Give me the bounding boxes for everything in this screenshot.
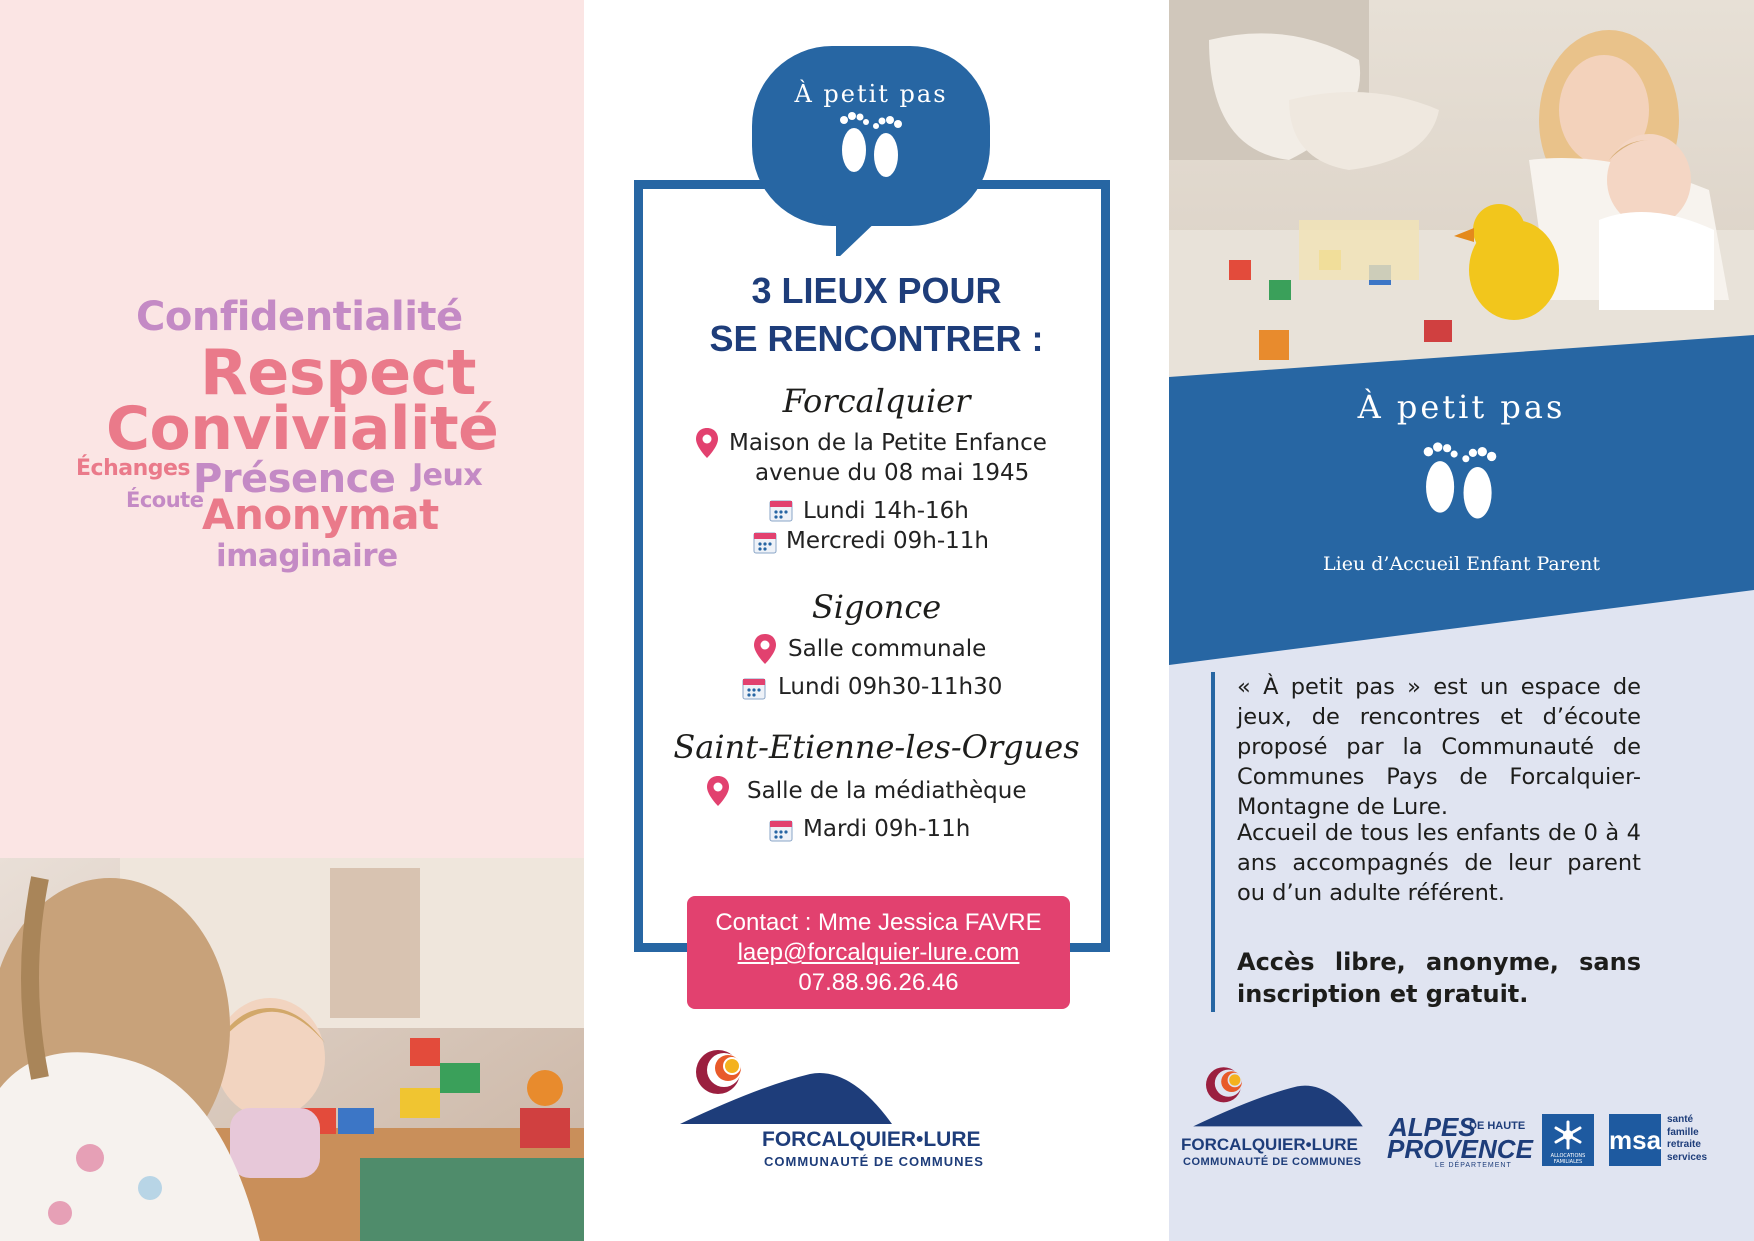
forcalquier-lure-logo <box>1183 1064 1373 1128</box>
contact-name: Contact : Mme Jessica FAVRE <box>715 909 1042 936</box>
contact-email-link[interactable]: laep@forcalquier-lure.com <box>737 939 1020 966</box>
msa-mark: msa <box>1609 1114 1661 1166</box>
contact-phone[interactable]: 07.88.96.26.46 <box>798 969 959 996</box>
alpes-line-1: ALPES <box>1389 1112 1476 1142</box>
calendar-icon <box>753 530 777 554</box>
fl-logo-subtitle: COMMUNAUTÉ DE COMMUNES <box>1183 1156 1362 1168</box>
heading-line-1: 3 LIEUX POUR <box>751 270 1002 311</box>
footprints-icon <box>834 110 908 180</box>
speech-bubble <box>752 46 990 256</box>
schedule-forcalquier-1: Lundi 14h-16h <box>803 498 969 524</box>
town-saint-etienne: Saint-Etienne-les-Orgues <box>673 728 1080 766</box>
map-pin-icon <box>707 776 729 806</box>
contact-box <box>687 896 1070 1009</box>
word-ecoute: Écoute <box>126 488 204 512</box>
logo-subtitle: COMMUNAUTÉ DE COMMUNES <box>764 1154 984 1169</box>
word-respect: Respect <box>200 336 477 409</box>
description-accent-bar <box>1211 672 1215 1012</box>
forcalquier-lure-logo <box>680 1046 892 1126</box>
address-forcalquier: avenue du 08 mai 1945 <box>755 460 1030 486</box>
schedule-saint-etienne: Mardi 09h-11h <box>803 816 971 842</box>
caf-logo <box>1542 1114 1594 1166</box>
snowflake-icon <box>1542 1116 1594 1154</box>
logo-name: FORCALQUIER•LURE <box>762 1128 981 1151</box>
word-imaginaire: imaginaire <box>216 538 398 574</box>
calendar-icon <box>742 676 766 700</box>
description-paragraph-2: Accueil de tous les enfants de 0 à 4 ans accompagnés de leur parent ou d’un adulte référent. <box>1237 820 1641 906</box>
calendar-icon <box>769 818 793 842</box>
left-panel <box>0 0 584 1241</box>
msa-tag-2: famille <box>1667 1126 1699 1138</box>
word-convivialite: Convivialité <box>106 394 499 464</box>
footprints-icon <box>1414 440 1506 522</box>
fl-logo-name: FORCALQUIER•LURE <box>1181 1135 1358 1154</box>
band-title: À petit pas <box>1357 388 1566 426</box>
msa-logo <box>1609 1114 1729 1166</box>
msa-tag-4: services <box>1667 1151 1708 1163</box>
town-sigonce: Sigonce <box>811 588 942 626</box>
heading-line-2: SE RENCONTRER : <box>709 318 1044 359</box>
town-forcalquier: Forcalquier <box>782 382 971 420</box>
caf-label: ALLOCATIONS FAMILIALES <box>1550 1153 1586 1165</box>
schedule-sigonce: Lundi 09h30-11h30 <box>778 674 1003 700</box>
place-sigonce: Salle communale <box>788 636 987 662</box>
right-panel <box>1169 0 1754 1241</box>
place-saint-etienne: Salle de la médiathèque <box>747 778 1027 804</box>
word-jeux: Jeux <box>412 458 483 493</box>
place-forcalquier: Maison de la Petite Enfance <box>729 430 1047 456</box>
alpes-departement: LE DÉPARTEMENT <box>1435 1162 1512 1169</box>
bubble-title: À petit pas <box>794 80 948 108</box>
child-playing-photo <box>0 858 584 1241</box>
middle-panel <box>584 0 1169 1241</box>
map-pin-icon <box>696 428 718 458</box>
description-paragraph-1: « À petit pas » est un espace de jeux, de rencontres et d’écoute proposé par la Communauté de Communes Pays de Forcalquier-Montagne de Lure. <box>1237 674 1641 820</box>
word-echanges: Échanges <box>76 456 191 481</box>
msa-tag-3: retraite <box>1667 1139 1701 1150</box>
band-subtitle: Lieu d’Accueil Enfant Parent <box>1323 553 1600 575</box>
word-confidentialite: Confidentialité <box>136 294 463 340</box>
word-anonymat: Anonymat <box>202 490 439 539</box>
map-pin-icon <box>754 634 776 664</box>
alpes-haute-provence-logo <box>1387 1112 1533 1172</box>
calendar-icon <box>769 498 793 522</box>
alpes-de-haute: DE HAUTE <box>1469 1120 1526 1132</box>
mother-baby-photo <box>1169 0 1754 380</box>
alpes-line-2: PROVENCE <box>1387 1134 1533 1164</box>
word-presence: Présence <box>193 456 396 502</box>
msa-tag-1: santé <box>1667 1114 1694 1125</box>
schedule-forcalquier-2: Mercredi 09h-11h <box>786 528 989 554</box>
description-paragraph-3: Accès libre, anonyme, sans inscription et gratuit. <box>1237 948 1641 1008</box>
